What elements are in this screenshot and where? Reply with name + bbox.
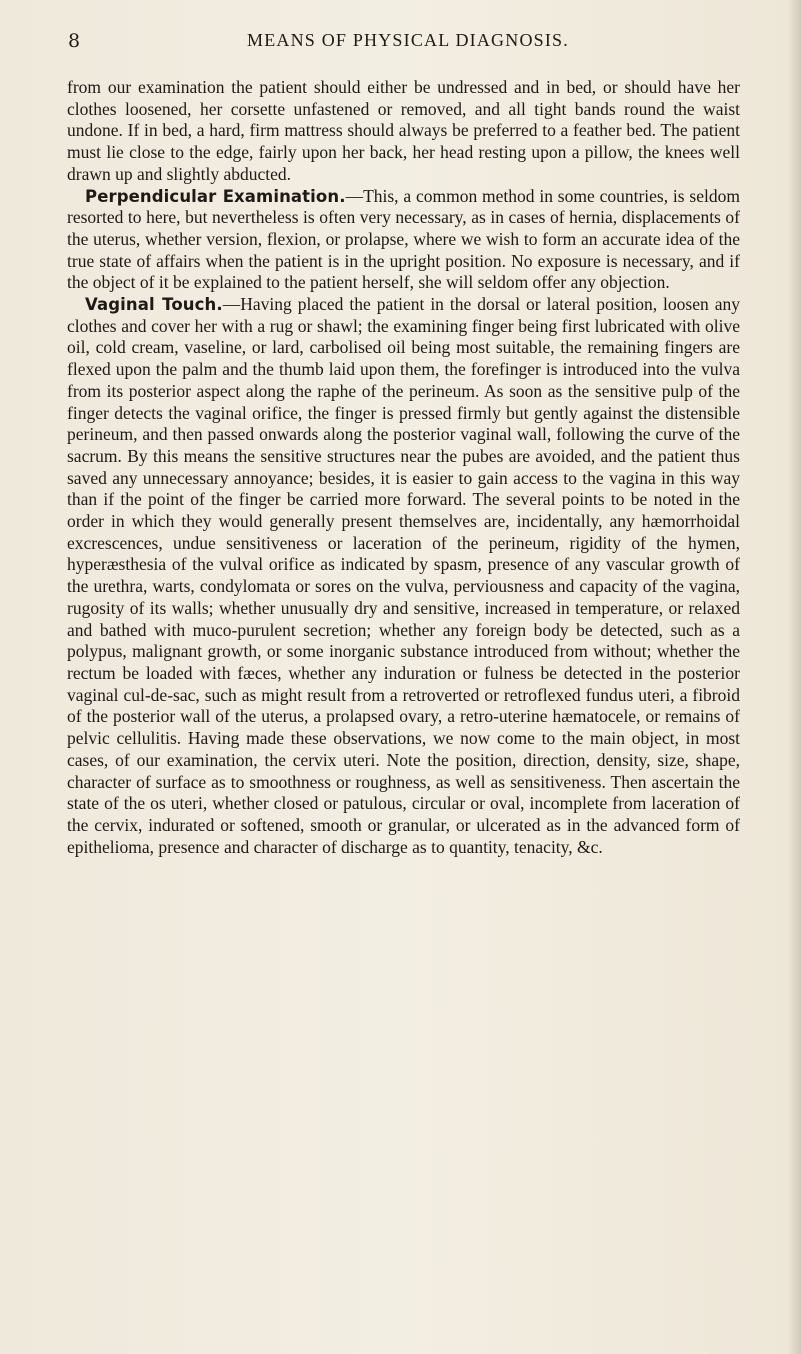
paragraph-perpendicular-examination <box>67 186 740 295</box>
paragraph-intro <box>67 77 740 186</box>
paragraph-perpendicular-examination-text: —This, a common method in some countries, is seldom resorted to here, but nevertheless is often very necessary, as in cases of hernia, displacements of the uterus, whether version, flexion, or prolapse, where we wish to form an accurate idea of the true state of affairs when the patient is in the upright position. No exposure is necessary, and if the object of it be explained to the patient herself, she will seldom offer any objection. <box>67 185 740 293</box>
body-text <box>67 77 740 858</box>
paragraph-vaginal-touch <box>67 294 740 858</box>
paragraph-vaginal-touch-text: —Having placed the patient in the dorsal or lateral position, loosen any clothes and cover her with a rug or shawl; the examining finger being first lubricated with olive oil, cold cream, vaseline, or lard, carbolised oil being most suitable, the remaining fingers are flexed upon the palm and the thumb laid upon them, the forefinger is introduced into the vulva from its posterior aspect along the raphe of the perineum. As soon as the sensitive pulp of the finger detects the vaginal orifice, the finger is pressed firmly but gently against the distensible perineum, and then passed onwards along the posterior vaginal wall, following the curve of the sacrum. By this means the sensitive structures near the pubes are avoided, and the patient thus saved any unnecessary annoyance; besides, it is easier to gain access to the vagina in this way than if the point of the finger be carried more forward. The several points to be noted in the order in which they would generally present themselves are, incidentally, any hæmorrhoidal excrescences, undue sensitiveness or laceration of the perineum, rigidity of the hymen, hyperæsthesia of the vulval orifice as indicated by spasm, presence of any vascular growth of the urethra, warts, condylomata or sores on the vulva, perviousness and capacity of the vagina, rugosity of its walls; whether unusually dry and sensitive, increased in temperature, or relaxed and bathed with muco-purulent secretion; whether any foreign body be detected, such as a polypus, malignant growth, or some inorganic substance introduced from without; whether the rectum be loaded with fæces, whether any induration or fulness be detected in the posterior vaginal cul-de-sac, such as might result from a retroverted or retroflexed fundus uteri, a fibroid of the posterior wall of the uterus, a prolapsed ovary, a retro-uterine hæmatocele, or remains of pelvic cellulitis. Having made these observations, we now come to the main object, in most cases, of our examination, the cervix uteri. Note the position, direction, density, size, shape, character of surface as to smoothness or roughness, as well as sensitiveness. Then ascertain the state of the os uteri, whether closed or patulous, circular or oval, incomplete from laceration of the cervix, indurated or softened, smooth or granular, or ulcerated as in the advanced form of epithelioma, presence and character of discharge as to quantity, tenacity, &c. <box>67 294 740 857</box>
page-edge-shadow <box>787 0 801 1354</box>
running-head: MEANS OF PHYSICAL DIAGNOSIS. <box>247 30 569 50</box>
section-heading-perpendicular-examination: Perpendicular Examination. <box>85 186 346 206</box>
page-number: 8 <box>68 30 81 52</box>
page-header <box>68 30 748 60</box>
section-heading-vaginal-touch: Vaginal Touch. <box>85 295 223 315</box>
paragraph-intro-text: from our examination the patient should either be undressed and in bed, or should have her clothes loosened, her corsette unfastened or removed, and all tight bands round the waist undone. If in bed, a hard, firm mattress should always be preferred to a feather bed. The patient must lie close to the edge, fairly upon her back, her head resting upon a pillow, the knees well drawn up and slightly abducted. <box>67 77 740 184</box>
